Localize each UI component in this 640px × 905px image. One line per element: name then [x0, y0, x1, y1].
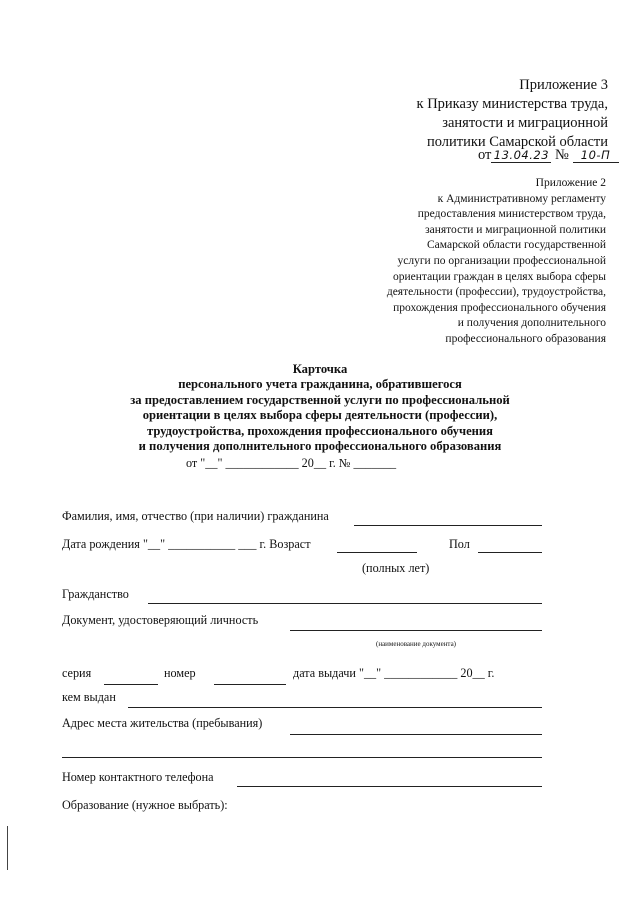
issued-by-field-line[interactable] [128, 707, 542, 708]
phone-label: Номер контактного телефона [62, 770, 214, 784]
address-field-line-1[interactable] [290, 734, 542, 735]
fio-label: Фамилия, имя, отчество (при наличии) гражданина [62, 509, 329, 523]
title-line: персонального учета гражданина, обратившегося [178, 377, 462, 392]
series-label: серия [62, 666, 92, 680]
title-line: за предоставлением государственной услуги по профессиональной [130, 392, 510, 407]
identity-document-label: Документ, удостоверяющий личность [62, 613, 259, 627]
citizenship-label: Гражданство [62, 587, 129, 601]
number-sign: № [555, 147, 569, 163]
education-label: Образование (нужное выбрать): [62, 798, 228, 812]
margin-mark [7, 826, 8, 870]
citizenship-field-line[interactable] [148, 603, 542, 604]
address-field-line-2[interactable] [62, 757, 542, 758]
appendix-3-line: политики Самарской области [426, 134, 608, 150]
date-prefix: от [478, 147, 492, 163]
title-line: Карточка [292, 362, 348, 376]
sex-field-line[interactable] [478, 552, 542, 553]
phone-field-line[interactable] [237, 786, 542, 787]
document-title [0, 362, 640, 454]
appendix-3-line: Приложение 3 [519, 77, 608, 93]
handwritten-date: 13.04.23 [491, 148, 551, 163]
appendix-2-line: ориентации граждан в целях выбора сферы [392, 270, 606, 283]
appendix-2-line: занятости и миграционной политики [425, 223, 606, 236]
identity-document-field-line[interactable] [290, 630, 542, 631]
appendix-2-line: предоставления министерством труда, [417, 208, 606, 221]
birth-date-label: Дата рождения "__" ___________ ___ г. Возраст [62, 537, 311, 551]
series-field-line[interactable] [104, 684, 158, 685]
appendix-2-line: Самарской области государственной [427, 239, 606, 252]
issue-date-label: дата выдачи "__" ____________ 20__ г. [293, 666, 495, 680]
appendix-2-line: Приложение 2 [535, 177, 606, 189]
appendix-3-line: занятости и миграционной [442, 115, 608, 131]
appendix-3-heading [417, 76, 608, 152]
document-name-note: (наименование документа) [376, 640, 457, 648]
age-field-line[interactable] [337, 552, 417, 553]
card-date-number-line: от "__" ____________ 20__ г. № _______ [186, 456, 397, 470]
appendix-3-date-row [478, 147, 619, 164]
address-label: Адрес места жительства (пребывания) [62, 716, 263, 730]
full-years-note: (полных лет) [362, 561, 430, 575]
appendix-2-line: профессионального образования [445, 332, 606, 345]
appendix-2-line: прохождения профессионального обучения [393, 301, 606, 314]
fio-field-line[interactable] [354, 525, 542, 526]
handwritten-number: 10-П [573, 148, 619, 163]
title-line: и получения дополнительного профессионального образования [138, 439, 502, 454]
appendix-2-line: и получения дополнительного [457, 317, 606, 330]
title-line: трудоустройства, прохождения профессионального обучения [146, 423, 493, 438]
appendix-2-heading [387, 176, 606, 348]
number-field-line[interactable] [214, 684, 286, 685]
appendix-2-line: услуги по организации профессиональной [397, 254, 606, 267]
appendix-2-line: деятельности (профессии), трудоустройства, [386, 286, 606, 299]
appendix-2-line: к Административному регламенту [437, 192, 606, 205]
issued-by-label: кем выдан [62, 690, 116, 704]
number-label: номер [164, 666, 196, 680]
title-line: ориентации в целях выбора сферы деятельности (профессии), [142, 408, 498, 423]
sex-label: Пол [449, 537, 470, 551]
appendix-3-line: к Приказу министерства труда, [416, 96, 608, 112]
